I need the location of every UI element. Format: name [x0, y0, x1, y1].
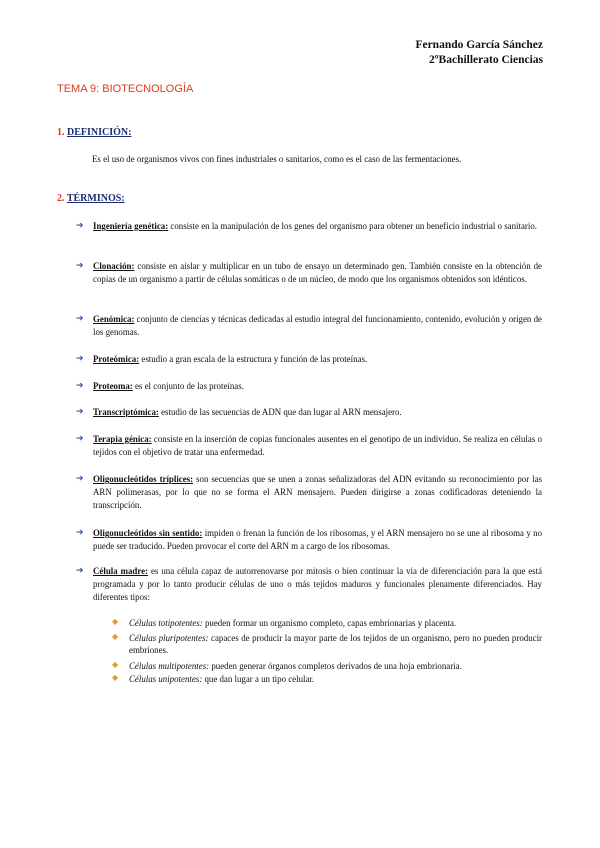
term-name: Oligonucleótidos sin sentido:	[93, 528, 203, 538]
term-item	[76, 406, 542, 419]
term-item	[76, 260, 542, 286]
term-description: estudio a gran escala de la estructura y función de las proteínas.	[139, 354, 368, 364]
arrow-right-icon: ➔	[76, 407, 84, 417]
arrow-right-icon: ➔	[76, 528, 84, 538]
term-text	[93, 313, 542, 339]
section-heading-definicion	[57, 127, 131, 138]
term-item	[76, 220, 542, 233]
term-description: son secuencias que se unen a zonas señalizadoras del ADN evitando su reconocimiento por las ARN polimerasas, por lo que no se forma el ARN mensajero. Pueden dirigirse a zonas codificadoras deteniendo la transcripción.	[93, 474, 542, 510]
term-description: impiden o frenan la función de los ribosomas, y el ARN mensajero no se une al ribosoma y no puede ser traducido. Pueden provocar el corte del ARN m a cargo de los ribosomas.	[93, 528, 543, 551]
cell-type-description: capaces de producir la mayor parte de los tejidos de un organismo, pero no pueden producir embriones.	[129, 633, 542, 655]
arrow-right-icon: ➔	[76, 221, 84, 231]
term-name: Terapia génica:	[93, 434, 152, 444]
term-description: consiste en aislar y multiplicar en un tubo de ensayo un determinado gen. También consiste en la obtención de copias de un organismo a partir de células somáticas o de un núcleo, de modo que los organismos obtenidos son idénticos.	[93, 261, 542, 284]
term-item	[76, 527, 542, 553]
arrow-right-icon: ➔	[76, 474, 84, 484]
term-name: Transcriptómica:	[93, 407, 159, 417]
term-item	[76, 473, 542, 512]
term-name: Genómica:	[93, 314, 135, 324]
term-item	[76, 433, 542, 459]
cell-type-item	[112, 673, 542, 685]
diamond-icon: ◆	[112, 673, 119, 682]
section-heading-terminos	[57, 193, 125, 204]
term-text	[93, 473, 542, 512]
term-name: Proteómica:	[93, 354, 140, 364]
term-item	[76, 353, 542, 366]
arrow-right-icon: ➔	[76, 354, 84, 364]
term-name: Clonación:	[93, 261, 135, 271]
arrow-right-icon: ➔	[76, 381, 84, 391]
cell-type-name: Células multipotentes:	[129, 661, 210, 671]
cell-type-item	[112, 660, 542, 672]
term-name: Célula madre:	[93, 566, 149, 576]
author-name: Fernando García Sánchez	[415, 39, 543, 51]
term-description: es el conjunto de las proteínas.	[132, 381, 244, 391]
section-number: 1.	[57, 127, 65, 138]
term-description: consiste en la inserción de copias funcionales ausentes en el genotipo de un individuo. Se realiza en células o tejidos con el objetivo de tratar una enfermedad.	[93, 434, 542, 457]
arrow-right-icon: ➔	[76, 566, 84, 576]
term-text	[93, 406, 542, 419]
diamond-icon: ◆	[112, 632, 119, 641]
term-item	[76, 565, 542, 604]
cell-type-item	[112, 617, 542, 629]
term-item	[76, 313, 542, 339]
term-text	[93, 433, 542, 459]
section-number: 2.	[57, 193, 65, 204]
term-description: conjunto de ciencias y técnicas dedicadas al estudio integral del funcionamiento, contenido, evolución y origen de los genomas.	[93, 314, 542, 337]
diamond-icon: ◆	[112, 660, 119, 669]
cell-type-text	[129, 632, 542, 656]
cell-type-text	[129, 660, 542, 672]
term-text	[93, 380, 542, 393]
term-description: estudio de las secuencias de ADN que dan lugar al ARN mensajero.	[158, 407, 402, 417]
term-text	[93, 565, 542, 604]
cell-type-name: Células unipotentes:	[129, 674, 203, 684]
arrow-right-icon: ➔	[76, 434, 84, 444]
term-text	[93, 260, 542, 286]
page-header	[415, 38, 543, 68]
definition-paragraph: Es el uso de organismos vivos con fines industriales o sanitarios, como es el caso de las fermentaciones.	[92, 154, 462, 164]
section-name: DEFINICIÓN:	[67, 127, 132, 138]
cell-type-item	[112, 632, 542, 656]
document-title: TEMA 9: BIOTECNOLOGÍA	[57, 83, 194, 95]
section-name: TÉRMINOS:	[66, 193, 125, 204]
cell-type-text	[129, 617, 542, 629]
term-description: es una célula capaz de autorrenovarse por mitosis o bien continuar la vía de diferenciación para la que está programada y por lo tanto producir células de uno o más tejidos maduros y funcionales plenamente diferenciados. Hay diferentes tipos:	[93, 566, 543, 602]
term-description: consiste en la manipulación de los genes del organismo para obtener un beneficio industrial o sanitario.	[168, 221, 537, 231]
cell-type-description: pueden formar un organismo completo, capas embrionarias y placenta.	[202, 618, 457, 628]
cell-type-description: pueden generar órganos completos derivados de una hoja embrionaria.	[209, 661, 462, 671]
cell-type-name: Células totipotentes:	[129, 618, 203, 628]
cell-type-description: que dan lugar a un tipo celular.	[202, 674, 315, 684]
term-text	[93, 220, 542, 233]
term-name: Oligonucleótidos tríplices:	[93, 474, 194, 484]
term-text	[93, 527, 542, 553]
arrow-right-icon: ➔	[76, 261, 84, 271]
cell-type-text	[129, 673, 542, 685]
term-item	[76, 380, 542, 393]
term-name: Proteoma:	[93, 381, 133, 391]
diamond-icon: ◆	[112, 617, 119, 626]
cell-type-name: Células pluripotentes:	[129, 633, 209, 643]
arrow-right-icon: ➔	[76, 314, 84, 324]
term-name: Ingeniería genética:	[93, 221, 169, 231]
term-text	[93, 353, 542, 366]
course-name: 2ºBachillerato Ciencias	[429, 54, 543, 66]
